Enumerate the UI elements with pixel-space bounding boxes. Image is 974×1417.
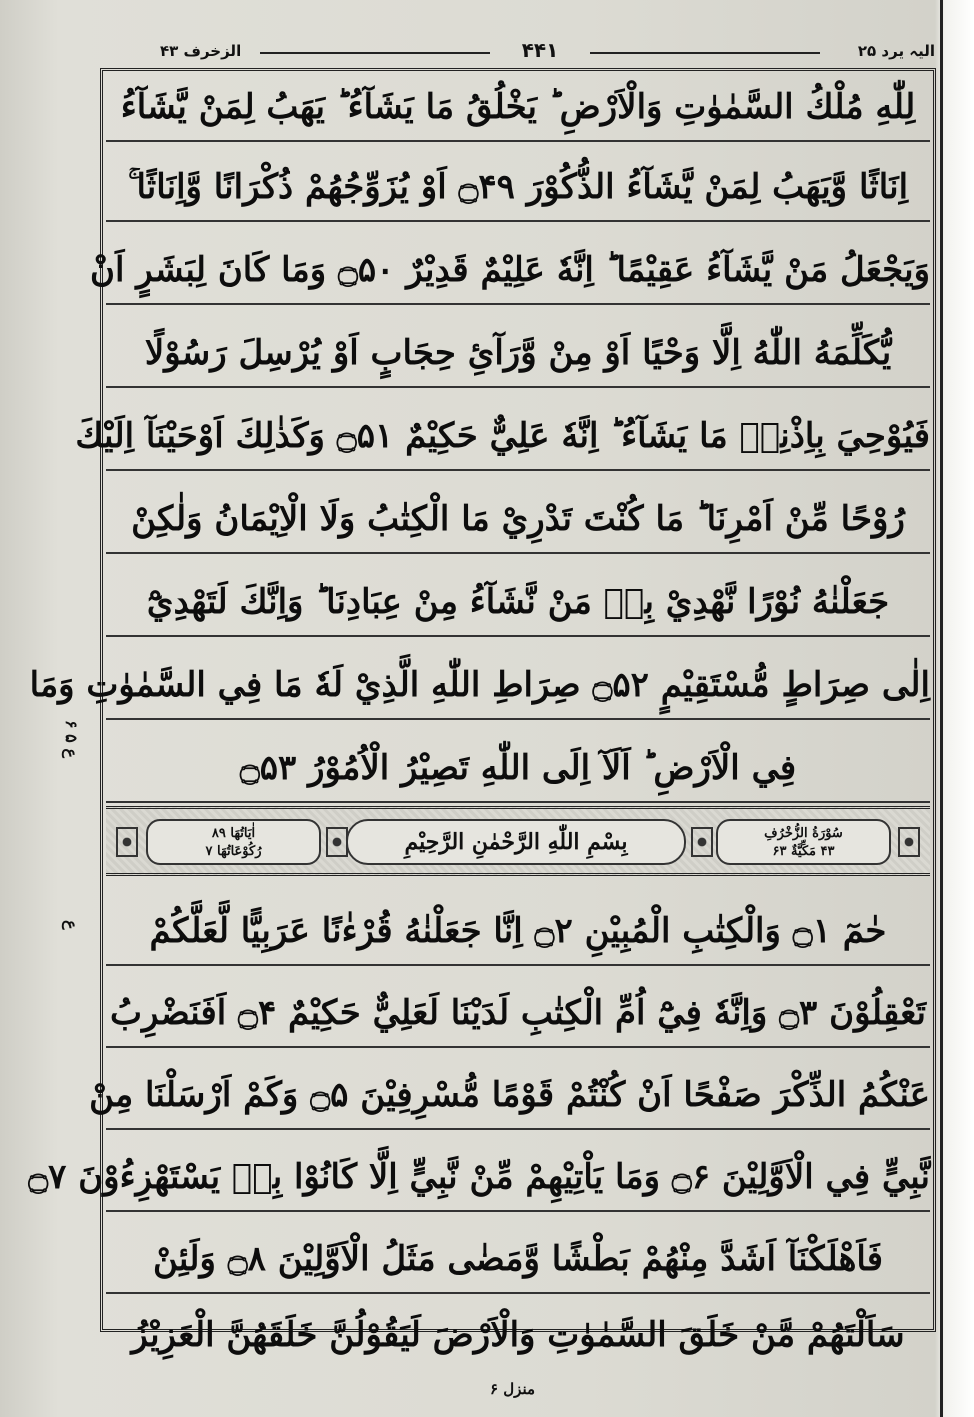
verse-line: يُّكَلِّمَهُ اللّٰهُ اِلَّا وَحْيًا اَوْ مِنْ وَّرَآئِ حِجَابٍ اَوْ يُرْسِلَ رَسُوْلًا <box>106 318 930 388</box>
verse-line: فَاَهْلَكْنَآ اَشَدَّ مِنْهُمْ بَطْشًا وَّمَضٰى مَثَلُ الْاَوَّلِيْنَ ۝۸ وَلَئِنْ <box>106 1224 930 1294</box>
header-rule-right <box>590 52 820 54</box>
verse-line: اِنَاثًا وَّيَهَبُ لِمَنْ يَّشَآءُ الذُّكُوْرَ ۝۴۹ اَوْ يُزَوِّجُهُمْ ذُكْرَانًا وَّاِنَاثًا ۚ <box>106 152 930 222</box>
ruku-marker: ع <box>62 920 81 930</box>
surah-cartouche <box>716 819 891 865</box>
ornament-icon <box>691 827 713 857</box>
surah-name: سُوْرَةُ الزُّخْرُفِ <box>764 826 843 841</box>
verse-line: جَعَلْنٰهُ نُوْرًا نَّهْدِيْ بِهٖ مَنْ نَّشَآءُ مِنْ عِبَادِنَا ؕ وَاِنَّكَ لَتَهْدِيْٓ <box>106 567 930 637</box>
page-edge <box>940 0 943 1417</box>
verse-line: رُوْحًا مِّنْ اَمْرِنَا ؕ مَا كُنْتَ تَدْرِيْ مَا الْكِتٰبُ وَلَا الْاِيْمَانُ وَلٰكِنْ <box>106 484 930 554</box>
surah-label: الزخرف ۴۳ <box>160 42 242 60</box>
header-rule-left <box>260 52 490 54</box>
page-header <box>100 40 935 66</box>
ruku-count: رُكُوْعَاتُهَا ۷ <box>205 844 262 859</box>
verse-line: فِي الْاَرْضِ ؕ اَلَآ اِلَى اللّٰهِ تَصِيْرُ الْاُمُوْرُ ۝۵۳ <box>106 733 930 803</box>
ayat-count: اٰيَاتُهَا ۸۹ <box>211 826 256 841</box>
ornament-icon <box>116 827 138 857</box>
verse-line: حٰمٓ ۝۱ وَالْكِتٰبِ الْمُبِيْنِ ۝۲ اِنَّا جَعَلْنٰهُ قُرْءٰنًا عَرَبِيًّا لَّعَلَّكُمْ <box>106 896 930 966</box>
verse-line: اِلٰى صِرَاطٍ مُّسْتَقِيْمٍ ۝۵۲ صِرَاطِ اللّٰهِ الَّذِيْ لَهٗ مَا فِي السَّمٰوٰتِ وَمَا <box>106 650 930 720</box>
verse-line: فَيُوْحِيَ بِاِذْنِهٖ مَا يَشَآءُ ؕ اِنَّهٗ عَلِيٌّ حَكِيْمٌ ۝۵۱ وَكَذٰلِكَ اَوْحَيْنَآ اِلَيْكَ <box>106 401 930 471</box>
ruku-marker: ع ۵ ۶ <box>62 720 81 758</box>
surah-info: ۴۳ مَكِّيَّةٌ ۶۳ <box>772 844 835 859</box>
para-label: الیہ یرد ۲۵ <box>857 42 935 60</box>
verse-line: نَّبِيٍّ فِي الْاَوَّلِيْنَ ۝۶ وَمَا يَاْتِيْهِمْ مِّنْ نَّبِيٍّ اِلَّا كَانُوْا بِهٖ يَسْتَهْزِءُوْنَ ۝۷ <box>106 1142 930 1212</box>
verse-line: عَنْكُمُ الذِّكْرَ صَفْحًا اَنْ كُنْتُمْ قَوْمًا مُّسْرِفِيْنَ ۝۵ وَكَمْ اَرْسَلْنَا مِنْ <box>106 1060 930 1130</box>
ornament-icon <box>898 827 920 857</box>
verse-line: سَاَلْتَهُمْ مَّنْ خَلَقَ السَّمٰوٰتِ وَالْاَرْضَ لَيَقُوْلُنَّ خَلَقَهُنَّ الْعَزِيْزُ <box>131 1315 905 1355</box>
ornament-icon <box>326 827 348 857</box>
page-number: ۴۴۱ <box>521 38 559 62</box>
verse-line: وَيَجْعَلُ مَنْ يَّشَآءُ عَقِيْمًا ؕ اِنَّهٗ عَلِيْمٌ قَدِيْرٌ ۝۵۰ وَمَا كَانَ لِبَشَرٍ اَنْ <box>106 235 930 305</box>
bismillah: بِسْمِ اللّٰهِ الرَّحْمٰنِ الرَّحِيْمِ <box>346 819 686 865</box>
surah-banner <box>106 806 930 876</box>
ayat-cartouche <box>146 819 321 865</box>
manzil-label: منزل ۶ <box>490 1380 536 1398</box>
verse-line: لِلّٰهِ مُلْكُ السَّمٰوٰتِ وَالْاَرْضِ ؕ يَخْلُقُ مَا يَشَآءُ ؕ يَهَبُ لِمَنْ يَّشَآءُ <box>106 72 930 142</box>
verse-line: تَعْقِلُوْنَ ۝۳ وَاِنَّهٗ فِيْٓ اُمِّ الْكِتٰبِ لَدَيْنَا لَعَلِيٌّ حَكِيْمٌ ۝۴ اَفَنَضْرِبُ <box>106 978 930 1048</box>
